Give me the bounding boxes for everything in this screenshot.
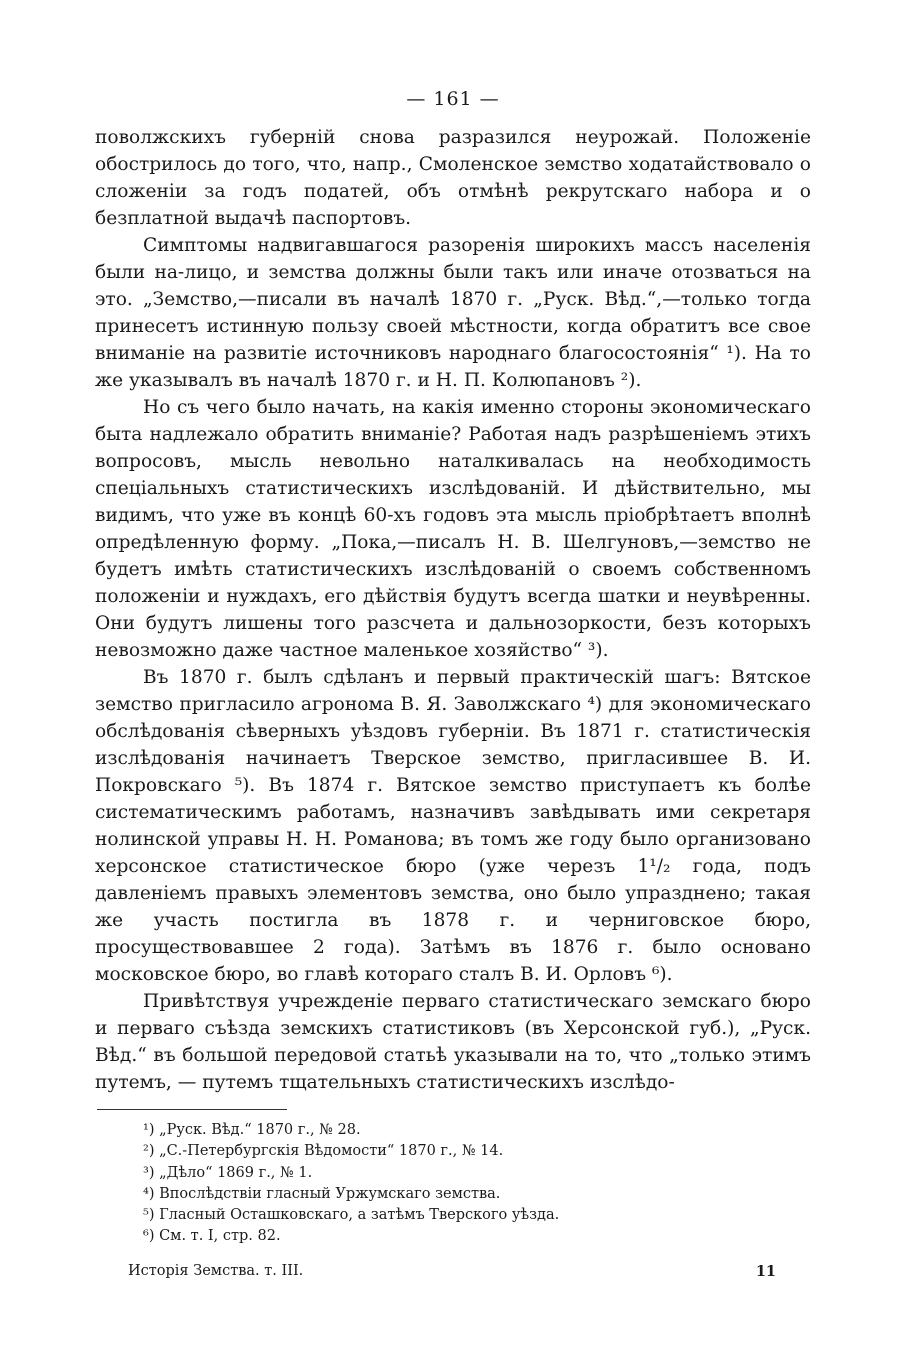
footnotes <box>95 1120 811 1248</box>
page-body <box>95 88 811 1248</box>
footnote-5: ⁵) Гласный Осташковскаго, а затѣмъ Тверского уѣзда. <box>143 1207 560 1224</box>
paragraph-1: поволжскихъ губерній снова разразился неурожай. Положеніе обострилось до того, что, напр., Смоленское земство ходатайствовало о сложеніи за годъ податей, объ отмѣнѣ рекрутскаго набора и о безплатной выдачѣ паспортовъ. <box>95 127 811 229</box>
sheet-number: 11 <box>755 1263 776 1280</box>
paragraph-3: Но съ чего было начать, на какія именно стороны экономическаго быта надлежало обратить вниманіе? Работая надъ разрѣшеніемъ этихъ вопросовъ, мысль невольно наталкивалась на необходимость спеціальныхъ статистическихъ изслѣдованій. И дѣйствительно, мы видимъ, что уже въ концѣ 60-хъ годовъ эта мысль пріобрѣтаетъ вполнѣ опредѣленную форму. „Пока,—писалъ Н. В. Шелгуновъ,—земство не будетъ имѣть статистическихъ изслѣдованій о своемъ собственномъ положеніи и нуждахъ, его дѣйствія будутъ всегда шатки и неувѣренны. Они будутъ лишены того разсчета и дальнозоркости, безъ которыхъ невозможно даже частное маленькое хозяйство“ ³). <box>95 397 811 661</box>
footnote-1: ¹) „Руск. Вѣд.“ 1870 г., № 28. <box>143 1122 361 1138</box>
footnote-3: ³) „Дѣло“ 1869 г., № 1. <box>143 1164 313 1181</box>
footnote-2: ²) „С.-Петербургскія Вѣдомости“ 1870 г., № 14. <box>143 1143 504 1160</box>
page-number: — 161 — <box>406 88 500 110</box>
footnote-6: ⁶) См. т. I, стр. 82. <box>143 1228 281 1245</box>
paragraph-4: Въ 1870 г. былъ сдѣланъ и первый практическій шагъ: Вятское земство пригласило агронома В. Я. Заволжскаго ⁴) для экономическаго обслѣдованія сѣверныхъ уѣздовъ губерніи. Въ 1871 г. статистическія изслѣдованія начинаетъ Тверское земство, пригласившее В. И. Покровскаго ⁵). Въ 1874 г. Вятское земство приступаетъ къ болѣе систематическимъ работамъ, назначивъ завѣдывать ими секретаря нолинской управы Н. Н. Романова; въ томъ же году было организовано херсонское статистическое бюро (уже черезъ 1¹/₂ года, подъ давленіемъ правыхъ элементовъ земства, оно было упразднено; такая же участь постигла въ 1878 г. и черниговское бюро, просуществовавшее 2 года). Затѣмъ въ 1876 г. было основано московское бюро, во главѣ котораго сталъ В. И. Орловъ ⁶). <box>95 667 811 985</box>
paragraph-2: Симптомы надвигавшагося разоренія широкихъ массъ населенія были на-лицо, и земства должны были такъ или иначе отозваться на это. „Земство,—писали въ началѣ 1870 г. „Руск. Вѣд.“,—только тогда принесетъ истинную пользу своей мѣстности, когда обратитъ все свое вниманіе на развитіе источниковъ народнаго благосостоянія“ ¹). На то же указывалъ въ началѣ 1870 г. и Н. П. Колюпановъ ²). <box>95 235 811 391</box>
footnote-4: ⁴) Впослѣдствіи гласный Уржумскаго земства. <box>143 1185 501 1202</box>
paragraph-5: Привѣтствуя учрежденіе перваго статистическаго земскаго бюро и перваго съѣзда земскихъ статистиковъ (въ Херсонской губ.), „Руск. Вѣд.“ въ большой передовой статьѣ указывали на то, что „только этимъ путемъ, — путемъ тщательныхъ статистическихъ изслѣдо- <box>95 991 811 1093</box>
book-signature: Исторія Земства. т. III. <box>128 1263 304 1279</box>
footnote-divider <box>97 1109 287 1110</box>
page-footer <box>128 1263 776 1280</box>
